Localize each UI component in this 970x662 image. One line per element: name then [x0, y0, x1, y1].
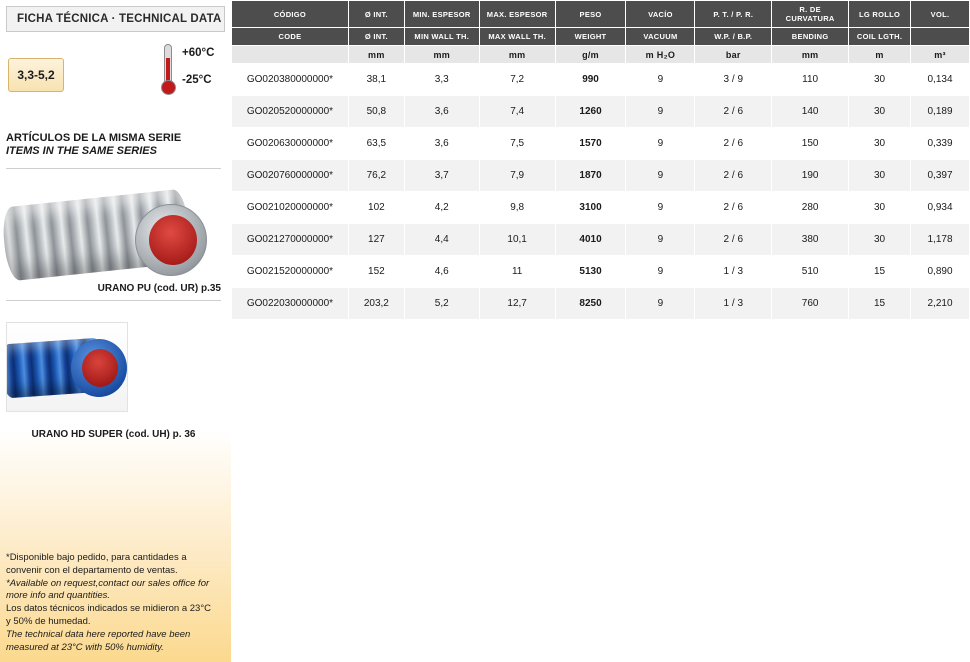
footnote-line: The technical data here reported have been	[6, 628, 191, 640]
table-row	[232, 288, 970, 320]
col-header-bending-en: BENDING	[772, 28, 849, 46]
unit-pressure: bar	[695, 46, 772, 64]
cell-maxwall: 11	[479, 256, 555, 288]
min-temperature-label: -25°C	[182, 74, 212, 86]
unit-bending: mm	[772, 46, 849, 64]
footnote-line: Los datos técnicos indicados se midieron a 23°C	[6, 603, 211, 615]
footnotes	[6, 552, 224, 655]
cell-bending: 190	[772, 160, 849, 192]
cell-code: GO021020000000*	[232, 192, 349, 224]
table-row	[232, 256, 970, 288]
unit-volume: m³	[911, 46, 970, 64]
cell-vacuum: 9	[626, 128, 695, 160]
col-header-pressure-en: W.P. / B.P.	[695, 28, 772, 46]
cell-bending: 380	[772, 224, 849, 256]
unit-coil: m	[849, 46, 911, 64]
cell-pressure: 2 / 6	[695, 128, 772, 160]
table-row	[232, 96, 970, 128]
cell-volume: 0,890	[911, 256, 970, 288]
cell-pressure: 1 / 3	[695, 256, 772, 288]
cell-coil: 30	[849, 192, 911, 224]
footnote-line: *Available on request,contact our sales office for	[6, 577, 210, 589]
cell-maxwall: 7,4	[479, 96, 555, 128]
footnote-line: *Disponible bajo pedido, para cantidades a	[6, 552, 187, 563]
technical-data-table-wrap	[231, 0, 970, 320]
divider-bottom	[6, 300, 221, 301]
col-header-volume-en	[911, 28, 970, 46]
col-header-code-es: CÓDIGO	[232, 1, 349, 28]
cell-minwall: 3,6	[404, 96, 479, 128]
cell-coil: 30	[849, 96, 911, 128]
divider-top	[6, 168, 221, 169]
cell-pressure: 2 / 6	[695, 224, 772, 256]
cell-maxwall: 7,9	[479, 160, 555, 192]
header-row-units	[232, 46, 970, 64]
cell-minwall: 5,2	[404, 288, 479, 320]
col-header-diameter-es: Ø INT.	[348, 1, 404, 28]
cell-code: GO022030000000*	[232, 288, 349, 320]
left-info-panel	[0, 0, 231, 662]
cell-code: GO020380000000*	[232, 64, 349, 96]
urano-pu-caption: URANO PU (cod. UR) p.35	[97, 283, 221, 294]
max-temperature-label: +60°C	[182, 47, 215, 59]
cell-volume: 2,210	[911, 288, 970, 320]
cell-code: GO021520000000*	[232, 256, 349, 288]
cell-weight: 990	[555, 64, 626, 96]
table-row	[232, 128, 970, 160]
header-row-en	[232, 28, 970, 46]
cell-diameter: 203,2	[348, 288, 404, 320]
cell-minwall: 3,7	[404, 160, 479, 192]
cell-maxwall: 7,2	[479, 64, 555, 96]
cell-bending: 280	[772, 192, 849, 224]
cell-coil: 15	[849, 288, 911, 320]
col-header-diameter-en: Ø INT.	[348, 28, 404, 46]
cell-code: GO020760000000*	[232, 160, 349, 192]
cell-vacuum: 9	[626, 224, 695, 256]
cell-pressure: 3 / 9	[695, 64, 772, 96]
cell-code: GO020630000000*	[232, 128, 349, 160]
same-series-heading-en: ITEMS IN THE SAME SERIES	[6, 145, 157, 157]
cell-weight: 8250	[555, 288, 626, 320]
cell-coil: 30	[849, 160, 911, 192]
wall-thickness-badge: 3,3-5,2	[8, 58, 64, 92]
cell-diameter: 50,8	[348, 96, 404, 128]
same-series-heading	[6, 132, 221, 157]
unit-minwall: mm	[404, 46, 479, 64]
cell-pressure: 2 / 6	[695, 192, 772, 224]
table-head	[232, 1, 970, 64]
table-row	[232, 160, 970, 192]
cell-pressure: 2 / 6	[695, 96, 772, 128]
cell-weight: 1260	[555, 96, 626, 128]
cell-volume: 0,397	[911, 160, 970, 192]
cell-vacuum: 9	[626, 192, 695, 224]
unit-weight: g/m	[555, 46, 626, 64]
table-row	[232, 192, 970, 224]
col-header-minwall-es: MIN. ESPESOR	[404, 1, 479, 28]
cell-bending: 150	[772, 128, 849, 160]
cell-pressure: 2 / 6	[695, 160, 772, 192]
cell-minwall: 3,3	[404, 64, 479, 96]
footnote-line: convenir con el departamento de ventas.	[6, 564, 178, 576]
cell-vacuum: 9	[626, 96, 695, 128]
footnote-line: y 50% de humedad.	[6, 616, 91, 628]
unit-vacuum: m H₂O	[626, 46, 695, 64]
cell-minwall: 3,6	[404, 128, 479, 160]
urano-hd-super-caption: URANO HD SUPER (cod. UH) p. 36	[31, 429, 196, 440]
table-row	[232, 64, 970, 96]
footnote-line: more info and quantities.	[6, 590, 111, 602]
col-header-vacuum-en: VACUUM	[626, 28, 695, 46]
col-header-maxwall-en: MAX WALL TH.	[479, 28, 555, 46]
cell-bending: 760	[772, 288, 849, 320]
table-row	[232, 224, 970, 256]
cell-volume: 1,178	[911, 224, 970, 256]
cell-minwall: 4,6	[404, 256, 479, 288]
cell-weight: 1570	[555, 128, 626, 160]
col-header-maxwall-es: MAX. ESPESOR	[479, 1, 555, 28]
cell-diameter: 38,1	[348, 64, 404, 96]
cell-weight: 1870	[555, 160, 626, 192]
urano-hd-super-hose-image	[6, 322, 128, 412]
thermometer-icon	[158, 44, 178, 98]
same-series-heading-es: ARTÍCULOS DE LA MISMA SERIE	[6, 132, 182, 144]
cell-volume: 0,934	[911, 192, 970, 224]
cell-code: GO020520000000*	[232, 96, 349, 128]
unit-diameter: mm	[348, 46, 404, 64]
cell-coil: 30	[849, 128, 911, 160]
col-header-weight-en: WEIGHT	[555, 28, 626, 46]
col-header-volume-es: VOL.	[911, 1, 970, 28]
cell-vacuum: 9	[626, 288, 695, 320]
col-header-pressure-es: P. T. / P. R.	[695, 1, 772, 28]
cell-weight: 3100	[555, 192, 626, 224]
cell-diameter: 152	[348, 256, 404, 288]
technical-data-table	[231, 0, 970, 320]
cell-coil: 15	[849, 256, 911, 288]
col-header-vacuum-es: VACÍO	[626, 1, 695, 28]
col-header-minwall-en: MIN WALL TH.	[404, 28, 479, 46]
col-header-coil-en: COIL LGTH.	[849, 28, 911, 46]
unit-maxwall: mm	[479, 46, 555, 64]
technical-data-title-box	[6, 6, 225, 32]
footnote-line: measured at 23°C with 50% humidity.	[6, 641, 164, 653]
page-title: FICHA TÉCNICA · TECHNICAL DATA	[17, 13, 222, 25]
cell-diameter: 102	[348, 192, 404, 224]
urano-pu-hose-image	[4, 182, 214, 286]
col-header-weight-es: PESO	[555, 1, 626, 28]
cell-diameter: 63,5	[348, 128, 404, 160]
cell-maxwall: 7,5	[479, 128, 555, 160]
cell-maxwall: 9,8	[479, 192, 555, 224]
cell-bending: 110	[772, 64, 849, 96]
cell-minwall: 4,4	[404, 224, 479, 256]
cell-volume: 0,134	[911, 64, 970, 96]
cell-vacuum: 9	[626, 160, 695, 192]
cell-coil: 30	[849, 224, 911, 256]
cell-bending: 140	[772, 96, 849, 128]
cell-vacuum: 9	[626, 256, 695, 288]
cell-pressure: 1 / 3	[695, 288, 772, 320]
cell-minwall: 4,2	[404, 192, 479, 224]
cell-coil: 30	[849, 64, 911, 96]
header-row-es	[232, 1, 970, 28]
cell-maxwall: 12,7	[479, 288, 555, 320]
cell-weight: 5130	[555, 256, 626, 288]
cell-code: GO021270000000*	[232, 224, 349, 256]
cell-diameter: 76,2	[348, 160, 404, 192]
cell-vacuum: 9	[626, 64, 695, 96]
cell-maxwall: 10,1	[479, 224, 555, 256]
cell-bending: 510	[772, 256, 849, 288]
col-header-coil-es: LG ROLLO	[849, 1, 911, 28]
cell-weight: 4010	[555, 224, 626, 256]
cell-volume: 0,339	[911, 128, 970, 160]
col-header-bending-es: R. DE CURVATURA	[772, 1, 849, 28]
col-header-code-en: CODE	[232, 28, 349, 46]
cell-volume: 0,189	[911, 96, 970, 128]
table-body	[232, 64, 970, 320]
cell-diameter: 127	[348, 224, 404, 256]
unit-code	[232, 46, 349, 64]
